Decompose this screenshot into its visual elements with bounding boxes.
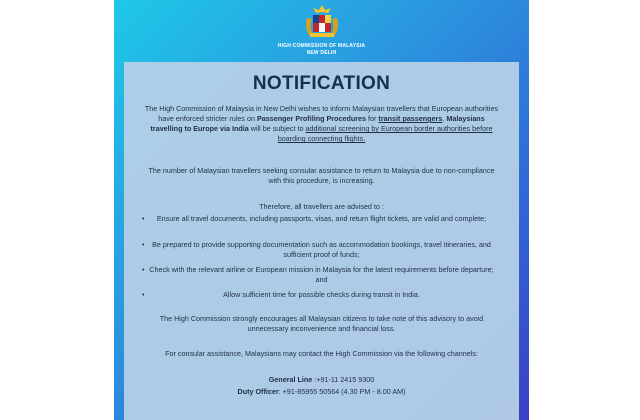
org-name: HIGH COMMISSION OF MALAYSIA	[277, 43, 366, 49]
advice-bullet: • Allow sufficient time for possible checks during transit in India.	[142, 290, 420, 299]
notification-poster	[114, 0, 529, 420]
general-line: General Line :+91-11 2415 9300	[268, 375, 375, 384]
org-location: NEW DELHI	[306, 50, 337, 56]
advice-bullet: • Ensure all travel documents, including passports, visas, and return flight tickets, are valid and complete;	[142, 214, 487, 223]
duty-officer-line: Duty Officer: +91-85955 50564 (4.30 PM - 8.00 AM)	[237, 387, 406, 396]
advice-bullet: • Be prepared to provide supporting documentation such as accommodation bookings, travel itineraries, and sufficient proof of funds;	[142, 240, 491, 259]
malaysia-coat-of-arms-icon	[301, 4, 343, 40]
intro-paragraph: The High Commission of Malaysia in New Delhi wishes to inform Malaysian travellers that European authorities have enforced stricter rules on Passenger Profiling Procedures for transit passengers. Malaysians travelling to Europe via India will be subject to additional screening by European border authorities before boarding connecting flights.	[144, 104, 499, 143]
encourage-paragraph: The High Commission strongly encourages all Malaysian citizens to take note of this advisory to avoid unnecessary inconvenience and financial loss.	[159, 314, 484, 333]
notice-title: NOTIFICATION	[252, 73, 391, 94]
consular-paragraph: The number of Malaysian travellers seeking consular assistance to return to Malaysia due to non-compliance with this procedure, is increasing.	[148, 166, 495, 185]
contact-intro: For consular assistance, Malaysians may contact the High Commission via the following channels:	[165, 349, 478, 358]
advice-bullet: • Check with the relevant airline or European mission in Malaysia for the latest requirements before departure; and	[142, 265, 494, 284]
advice-intro: Therefore, all travellers are advised to :	[259, 202, 384, 211]
